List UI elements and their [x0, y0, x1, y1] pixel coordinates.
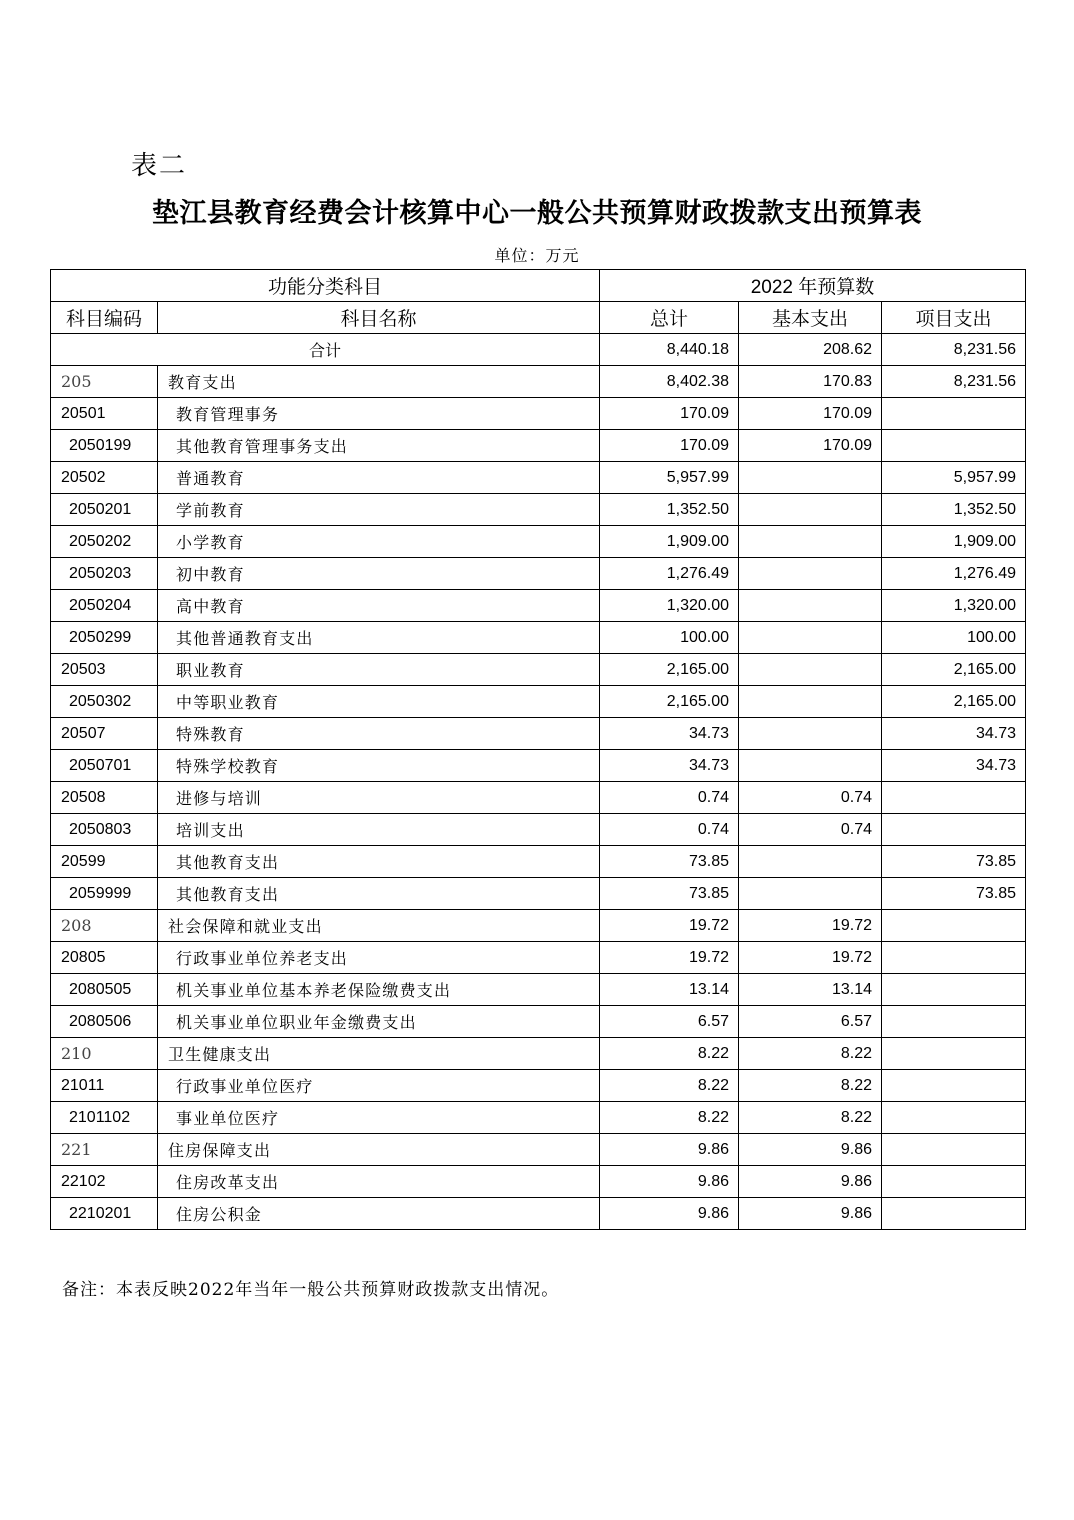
- row-name: 培训支出: [158, 814, 600, 846]
- row-name: 其他教育支出: [158, 846, 600, 878]
- row-name: 机关事业单位职业年金缴费支出: [158, 1006, 600, 1038]
- table-row: [51, 526, 1026, 558]
- total-row: [51, 334, 1026, 366]
- row-name: 其他教育支出: [158, 878, 600, 910]
- row-code: 21011: [51, 1070, 158, 1102]
- row-basic: [739, 686, 882, 718]
- row-code: 2080505: [51, 974, 158, 1006]
- row-total: 73.85: [600, 878, 739, 910]
- row-code: 221: [51, 1134, 158, 1166]
- row-total: 8.22: [600, 1102, 739, 1134]
- row-basic: 8.22: [739, 1070, 882, 1102]
- row-basic: [739, 590, 882, 622]
- header-name: 科目名称: [158, 302, 600, 334]
- row-code: 2050204: [51, 590, 158, 622]
- table-row: [51, 558, 1026, 590]
- row-total: 8.22: [600, 1070, 739, 1102]
- row-project: 1,320.00: [882, 590, 1026, 622]
- unit-label: 单位：万元: [494, 246, 580, 265]
- row-code: 2050201: [51, 494, 158, 526]
- row-name: 行政事业单位医疗: [158, 1070, 600, 1102]
- table-row: [51, 1166, 1026, 1198]
- row-name: 教育支出: [158, 366, 600, 398]
- table-row: [51, 462, 1026, 494]
- row-basic: 19.72: [739, 910, 882, 942]
- row-project: [882, 1198, 1026, 1230]
- row-name: 事业单位医疗: [158, 1102, 600, 1134]
- row-total: 9.86: [600, 1134, 739, 1166]
- row-basic: 9.86: [739, 1166, 882, 1198]
- table-row: [51, 1102, 1026, 1134]
- row-project: [882, 910, 1026, 942]
- row-basic: [739, 750, 882, 782]
- row-project: 100.00: [882, 622, 1026, 654]
- row-name: 住房公积金: [158, 1198, 600, 1230]
- row-total: 19.72: [600, 942, 739, 974]
- row-basic: 13.14: [739, 974, 882, 1006]
- footnote: 备注：本表反映2022年当年一般公共预算财政拨款支出情况。: [62, 1280, 560, 1300]
- table-row: [51, 910, 1026, 942]
- row-name: 初中教育: [158, 558, 600, 590]
- row-project: [882, 1070, 1026, 1102]
- row-project: [882, 974, 1026, 1006]
- row-basic: 9.86: [739, 1198, 882, 1230]
- row-project: 1,909.00: [882, 526, 1026, 558]
- row-basic: 9.86: [739, 1134, 882, 1166]
- row-total: 2,165.00: [600, 654, 739, 686]
- header-budget-year: 2022 年预算数: [600, 270, 1026, 302]
- table-row: [51, 1038, 1026, 1070]
- total-label: 合计: [51, 334, 600, 366]
- row-name: 教育管理事务: [158, 398, 600, 430]
- row-project: [882, 1166, 1026, 1198]
- header-code: 科目编码: [51, 302, 158, 334]
- budget-table: [50, 269, 1026, 1230]
- table-row: [51, 878, 1026, 910]
- total-amount: 8,440.18: [600, 334, 739, 366]
- row-project: 73.85: [882, 846, 1026, 878]
- row-code: 20599: [51, 846, 158, 878]
- row-basic: [739, 654, 882, 686]
- row-name: 学前教育: [158, 494, 600, 526]
- table-number-label: 表二: [131, 151, 188, 181]
- row-basic: [739, 494, 882, 526]
- row-code: 2050199: [51, 430, 158, 462]
- row-project: [882, 942, 1026, 974]
- row-name: 普通教育: [158, 462, 600, 494]
- table-row: [51, 718, 1026, 750]
- row-total: 100.00: [600, 622, 739, 654]
- row-total: 170.09: [600, 398, 739, 430]
- row-name: 其他教育管理事务支出: [158, 430, 600, 462]
- row-project: 34.73: [882, 718, 1026, 750]
- row-total: 1,276.49: [600, 558, 739, 590]
- row-project: 2,165.00: [882, 654, 1026, 686]
- row-basic: [739, 878, 882, 910]
- row-basic: [739, 718, 882, 750]
- row-total: 0.74: [600, 814, 739, 846]
- row-total: 19.72: [600, 910, 739, 942]
- row-total: 1,352.50: [600, 494, 739, 526]
- row-project: 2,165.00: [882, 686, 1026, 718]
- row-name: 住房改革支出: [158, 1166, 600, 1198]
- table-row: [51, 1198, 1026, 1230]
- row-total: 5,957.99: [600, 462, 739, 494]
- row-name: 行政事业单位养老支出: [158, 942, 600, 974]
- table-row: [51, 1006, 1026, 1038]
- row-basic: 19.72: [739, 942, 882, 974]
- row-total: 73.85: [600, 846, 739, 878]
- row-name: 卫生健康支出: [158, 1038, 600, 1070]
- row-total: 8,402.38: [600, 366, 739, 398]
- row-project: 34.73: [882, 750, 1026, 782]
- row-name: 特殊教育: [158, 718, 600, 750]
- row-total: 6.57: [600, 1006, 739, 1038]
- total-basic: 208.62: [739, 334, 882, 366]
- row-code: 22102: [51, 1166, 158, 1198]
- row-basic: 8.22: [739, 1038, 882, 1070]
- row-total: 34.73: [600, 750, 739, 782]
- row-code: 20805: [51, 942, 158, 974]
- row-total: 2,165.00: [600, 686, 739, 718]
- header-columns-row: [51, 302, 1026, 334]
- row-basic: 6.57: [739, 1006, 882, 1038]
- row-name: 特殊学校教育: [158, 750, 600, 782]
- header-project: 项目支出: [882, 302, 1026, 334]
- row-code: 2059999: [51, 878, 158, 910]
- row-basic: 170.83: [739, 366, 882, 398]
- row-code: 2050202: [51, 526, 158, 558]
- row-code: 2050701: [51, 750, 158, 782]
- header-total: 总计: [600, 302, 739, 334]
- row-total: 9.86: [600, 1166, 739, 1198]
- row-project: 1,352.50: [882, 494, 1026, 526]
- row-basic: 8.22: [739, 1102, 882, 1134]
- table-row: [51, 1134, 1026, 1166]
- row-code: 20502: [51, 462, 158, 494]
- row-project: 5,957.99: [882, 462, 1026, 494]
- row-total: 13.14: [600, 974, 739, 1006]
- row-project: [882, 1134, 1026, 1166]
- row-code: 20507: [51, 718, 158, 750]
- table-row: [51, 622, 1026, 654]
- row-name: 中等职业教育: [158, 686, 600, 718]
- table-row: [51, 942, 1026, 974]
- row-basic: 170.09: [739, 430, 882, 462]
- table-row: [51, 590, 1026, 622]
- total-project: 8,231.56: [882, 334, 1026, 366]
- row-project: [882, 814, 1026, 846]
- row-code: 205: [51, 366, 158, 398]
- row-basic: [739, 462, 882, 494]
- row-code: 2050203: [51, 558, 158, 590]
- row-code: 20503: [51, 654, 158, 686]
- row-code: 20501: [51, 398, 158, 430]
- row-name: 进修与培训: [158, 782, 600, 814]
- row-name: 住房保障支出: [158, 1134, 600, 1166]
- row-basic: 0.74: [739, 814, 882, 846]
- row-project: [882, 1102, 1026, 1134]
- table-row: [51, 974, 1026, 1006]
- row-basic: 170.09: [739, 398, 882, 430]
- row-project: [882, 430, 1026, 462]
- table-row: [51, 814, 1026, 846]
- row-name: 高中教育: [158, 590, 600, 622]
- row-total: 1,909.00: [600, 526, 739, 558]
- row-project: [882, 782, 1026, 814]
- row-code: 2050803: [51, 814, 158, 846]
- table-row: [51, 782, 1026, 814]
- table-row: [51, 366, 1026, 398]
- row-project: [882, 1038, 1026, 1070]
- row-total: 1,320.00: [600, 590, 739, 622]
- table-row: [51, 846, 1026, 878]
- header-functional-classification: 功能分类科目: [51, 270, 600, 302]
- row-total: 34.73: [600, 718, 739, 750]
- row-total: 9.86: [600, 1198, 739, 1230]
- header-basic: 基本支出: [739, 302, 882, 334]
- row-name: 机关事业单位基本养老保险缴费支出: [158, 974, 600, 1006]
- row-name: 其他普通教育支出: [158, 622, 600, 654]
- row-code: 2101102: [51, 1102, 158, 1134]
- table-row: [51, 430, 1026, 462]
- row-name: 职业教育: [158, 654, 600, 686]
- row-code: 208: [51, 910, 158, 942]
- row-name: 社会保障和就业支出: [158, 910, 600, 942]
- table-row: [51, 686, 1026, 718]
- table-row: [51, 398, 1026, 430]
- row-total: 170.09: [600, 430, 739, 462]
- row-project: 8,231.56: [882, 366, 1026, 398]
- row-project: 1,276.49: [882, 558, 1026, 590]
- row-basic: [739, 558, 882, 590]
- row-total: 0.74: [600, 782, 739, 814]
- table-row: [51, 750, 1026, 782]
- row-code: 2050299: [51, 622, 158, 654]
- row-basic: [739, 622, 882, 654]
- table-row: [51, 1070, 1026, 1102]
- row-basic: 0.74: [739, 782, 882, 814]
- row-code: 20508: [51, 782, 158, 814]
- row-total: 8.22: [600, 1038, 739, 1070]
- row-name: 小学教育: [158, 526, 600, 558]
- row-code: 2210201: [51, 1198, 158, 1230]
- row-project: [882, 1006, 1026, 1038]
- row-basic: [739, 846, 882, 878]
- header-group-row: [51, 270, 1026, 302]
- row-code: 2080506: [51, 1006, 158, 1038]
- row-code: 2050302: [51, 686, 158, 718]
- row-project: 73.85: [882, 878, 1026, 910]
- page-title: 垫江县教育经费会计核算中心一般公共预算财政拨款支出预算表: [152, 198, 922, 229]
- row-code: 210: [51, 1038, 158, 1070]
- table-row: [51, 494, 1026, 526]
- row-project: [882, 398, 1026, 430]
- row-basic: [739, 526, 882, 558]
- table-row: [51, 654, 1026, 686]
